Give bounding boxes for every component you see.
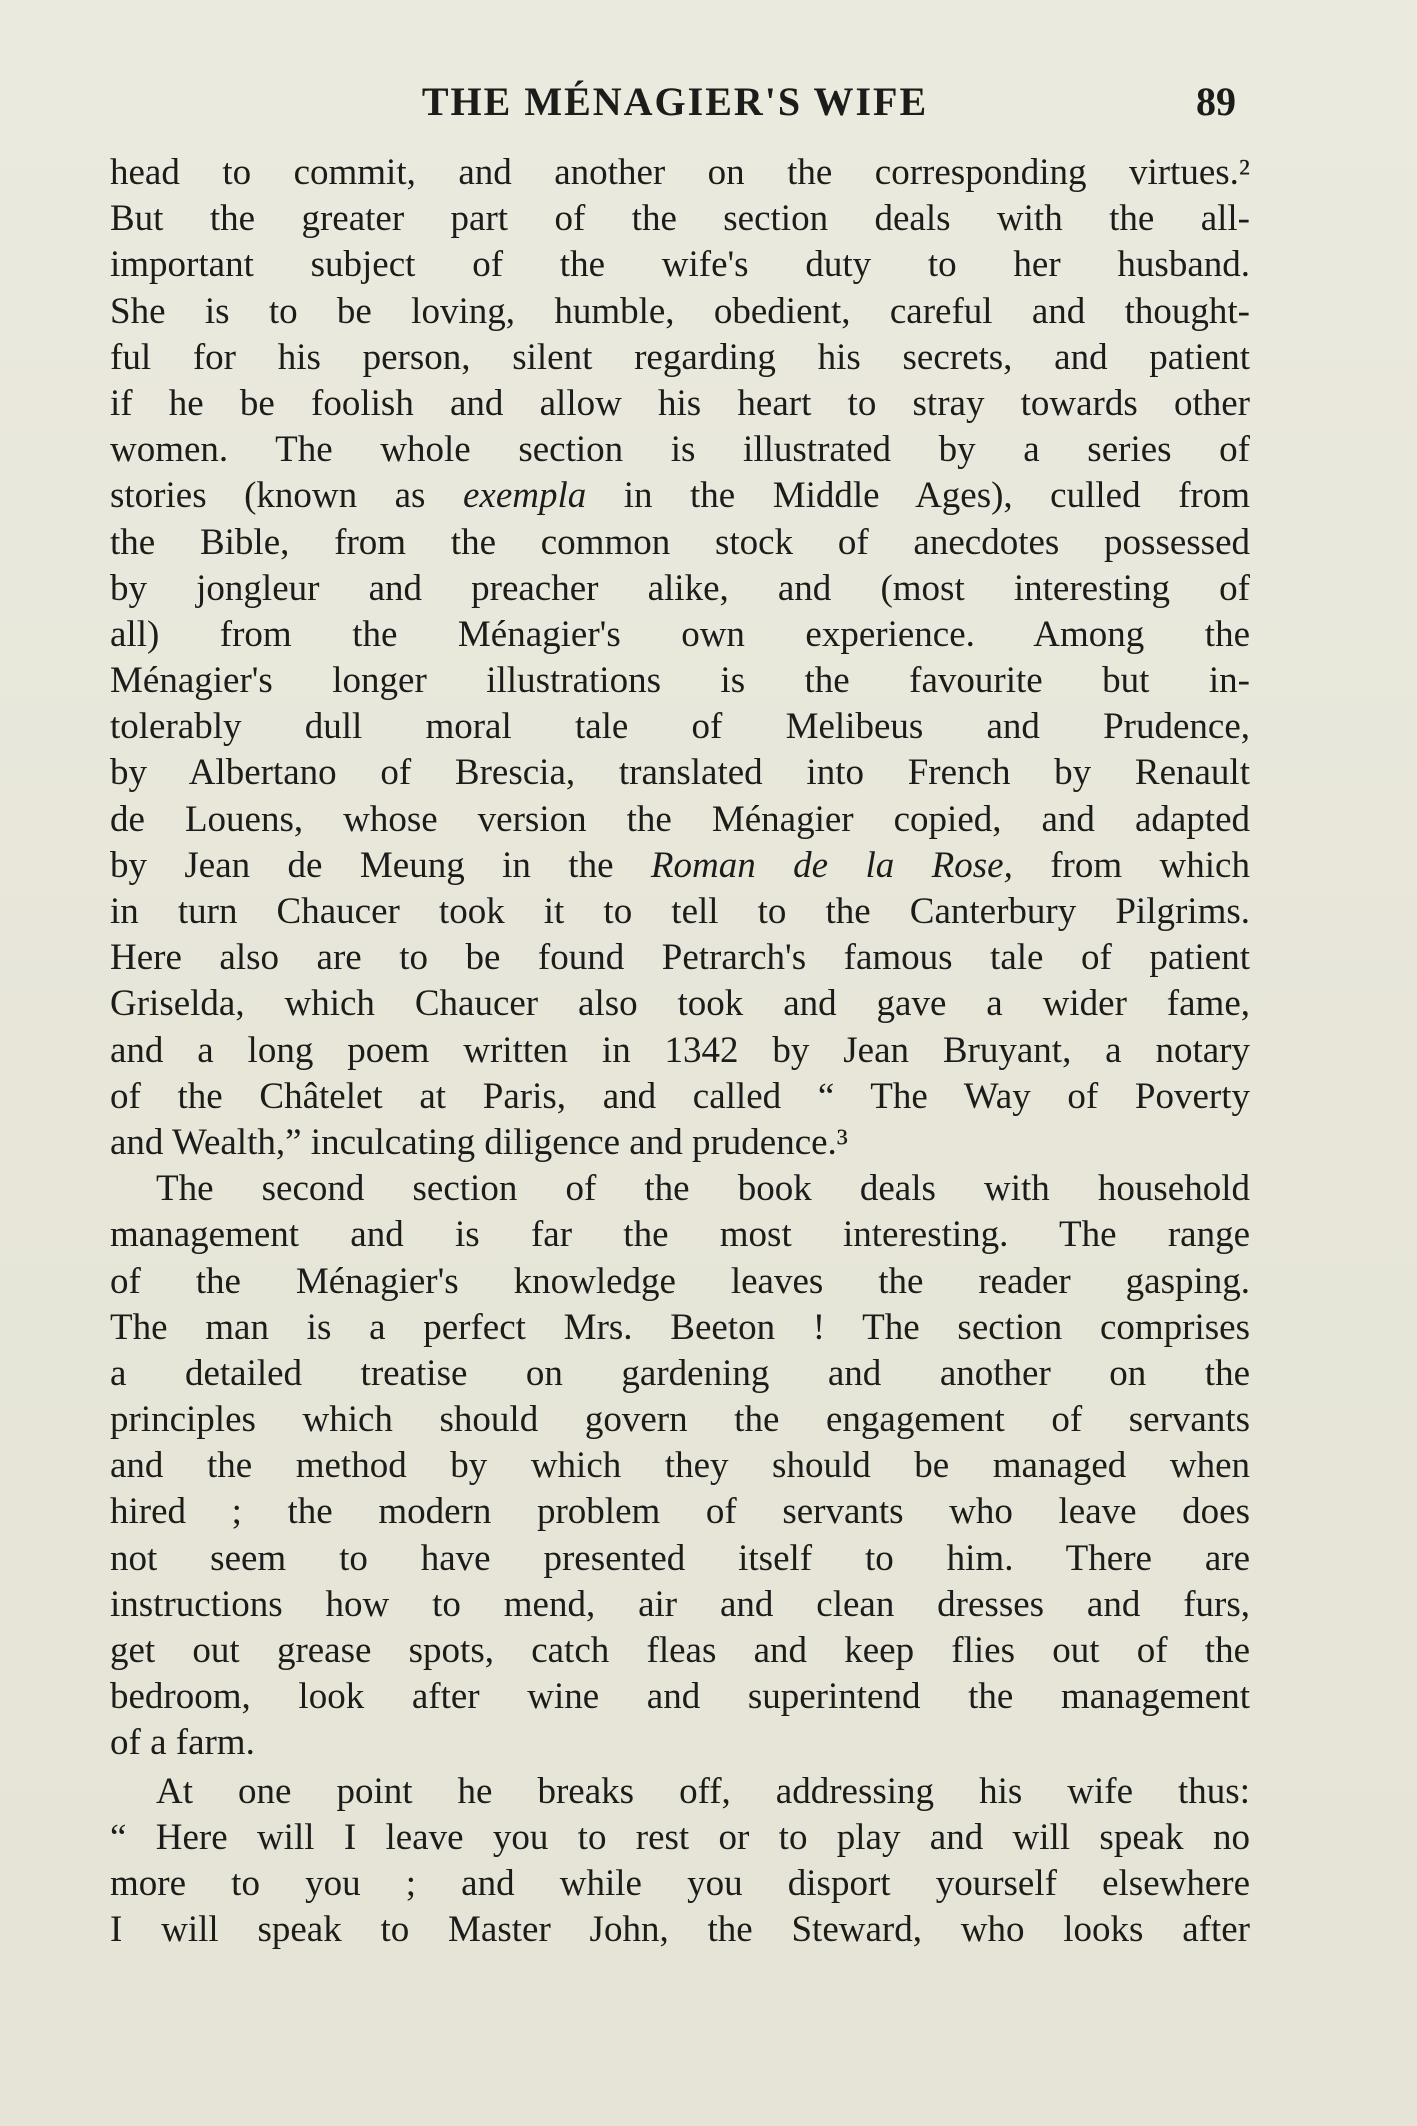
text-line: women. The whole section is illustrated by a series of [110,429,1250,471]
text-line: head to commit, and another on the corresponding virtues.² [110,152,1250,193]
text-line: instructions how to mend, air and clean dresses and furs, [110,1583,1250,1625]
text-line: The second section of the book deals with household [156,1168,1250,1210]
text-line: “ Here will I leave you to rest or to play and will speak no [110,1816,1250,1858]
text-line: But the greater part of the section deals with the all- [110,198,1250,240]
text-line: and the method by which they should be managed when [110,1445,1250,1487]
text-line: bedroom, look after wine and superintend the management [110,1676,1250,1718]
text-line [110,843,1250,889]
italic-term: exempla [462,475,587,517]
text-line: by jongleur and preacher alike, and (most interesting of [110,567,1250,609]
text-line: not seem to have presented itself to him. There are [110,1537,1250,1579]
text-run: in the Middle Ages), culled from [586,475,1251,517]
text-run: by Jean de Meung in the [110,844,651,886]
text-run: stories (known as [110,475,463,517]
page-number: 89 [1196,79,1236,124]
text-line: hired ; the modern problem of servants who leave does [110,1491,1250,1533]
text-line: tolerably dull moral tale of Melibeus and Prudence, [110,706,1250,748]
text-line: ful for his person, silent regarding his secrets, and patient [110,336,1250,378]
text-line: She is to be loving, humble, obedient, careful and thought- [110,290,1250,332]
text-line: I will speak to Master John, the Steward, who looks after [110,1909,1250,1951]
text-line: by Albertano of Brescia, translated into French by Renault [110,752,1250,794]
text-line: Ménagier's longer illustrations is the favourite but in- [110,660,1250,702]
running-head [110,78,1240,130]
text-line: of a farm. [110,1722,255,1764]
text-line [110,473,1250,519]
text-line: a detailed treatise on gardening and another on the [110,1352,1250,1394]
text-line: management and is far the most interesting. The range [110,1214,1250,1256]
text-line: of the Châtelet at Paris, and called “ The Way of Poverty [110,1075,1250,1117]
italic-term: Roman de la Rose, [650,844,1013,886]
text-line: the Bible, from the common stock of anecdotes possessed [110,521,1250,563]
text-line: Here also are to be found Petrarch's famous tale of patient [110,937,1250,979]
text-line: in turn Chaucer took it to tell to the Canterbury Pilgrims. [110,891,1250,932]
text-line: of the Ménagier's knowledge leaves the reader gasping. [110,1260,1250,1302]
text-line: important subject of the wife's duty to her husband. [110,244,1250,286]
running-title: THE MÉNAGIER'S WIFE [421,79,929,124]
text-line: get out grease spots, catch fleas and keep flies out of the [110,1630,1250,1671]
text-line: The man is a perfect Mrs. Beeton ! The section comprises [110,1306,1250,1348]
text-line: de Louens, whose version the Ménagier copied, and adapted [110,798,1250,840]
text-line: Griselda, which Chaucer also took and gave a wider fame, [110,983,1250,1025]
text-line: all) from the Ménagier's own experience. Among the [110,613,1250,655]
text-line: At one point he breaks off, addressing his wife thus: [156,1770,1250,1812]
body-text [110,150,1250,1953]
text-line: more to you ; and while you disport yourself elsewhere [110,1862,1250,1904]
text-line: principles which should govern the engagement of servants [110,1399,1250,1441]
text-line: if he be foolish and allow his heart to stray towards other [110,382,1250,424]
text-run: from which [1012,844,1250,886]
text-line: and a long poem written in 1342 by Jean Bruyant, a notary [110,1029,1250,1071]
text-line: and Wealth,” inculcating diligence and prudence.³ [110,1121,848,1163]
